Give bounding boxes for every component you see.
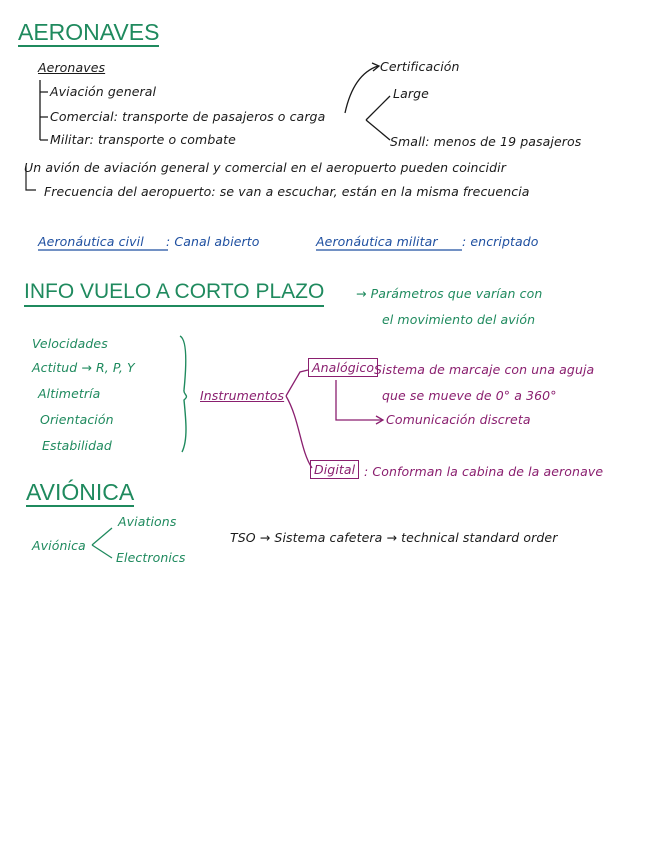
aeronaves-subtitle: Aeronaves <box>38 60 106 75</box>
digital-desc: : Conforman la cabina de la aeronave <box>364 464 604 479</box>
aeronautica-civil-value: : Canal abierto <box>166 234 260 249</box>
note-coincidir: Un avión de aviación general y comercial en el aeropuerto pueden coincidir <box>24 160 506 175</box>
avionica-branch-electronics: Electronics <box>116 550 186 565</box>
large-label: Large <box>393 86 429 101</box>
avionica-root: Aviónica <box>32 538 86 553</box>
item-aviacion-general: Aviación general <box>50 84 157 99</box>
item-comercial: Comercial: transporte de pasajeros o carga <box>50 109 326 124</box>
certificacion-label: Certificación <box>380 59 460 74</box>
param-actitud: Actitud → R, P, Y <box>32 360 135 375</box>
digital-box: Digital <box>310 460 359 479</box>
section-title-avionica: AVIÓNICA <box>26 479 135 505</box>
aeronautica-militar-value: : encriptado <box>462 234 539 249</box>
comunicacion-discreta: Comunicación discreta <box>386 412 531 427</box>
tso-note: TSO → Sistema cafetera → technical standard order <box>230 530 558 545</box>
analogico-box: Analógico <box>308 358 378 377</box>
aeronautica-civil-label: Aeronáutica civil <box>38 234 144 249</box>
section-title-info-vuelo: INFO VUELO A CORTO PLAZO <box>24 280 324 307</box>
param-altimetria: Altimetría <box>38 386 101 401</box>
note-frecuencia: Frecuencia del aeropuerto: se van a escuchar, están en la misma frecuencia <box>44 184 530 199</box>
param-estabilidad: Estabilidad <box>42 438 112 453</box>
parametros-note-2: el movimiento del avión <box>382 312 536 327</box>
avionica-branch-aviations: Aviations <box>118 514 177 529</box>
parametros-note-1: → Parámetros que varían con <box>356 286 543 301</box>
small-label: Small: menos de 19 pasajeros <box>390 134 582 149</box>
aeronautica-militar-label: Aeronáutica militar <box>316 234 438 249</box>
analogico-desc-1: Sistema de marcaje con una aguja <box>374 362 595 377</box>
item-militar: Militar: transporte o combate <box>50 132 236 147</box>
instrumentos-label: Instrumentos <box>200 388 285 403</box>
analogico-desc-2: que se mueve de 0° a 360° <box>382 388 557 403</box>
param-velocidades: Velocidades <box>32 336 108 351</box>
param-orientacion: Orientación <box>40 412 114 427</box>
section-title-aeronaves: AERONAVES <box>18 19 160 45</box>
